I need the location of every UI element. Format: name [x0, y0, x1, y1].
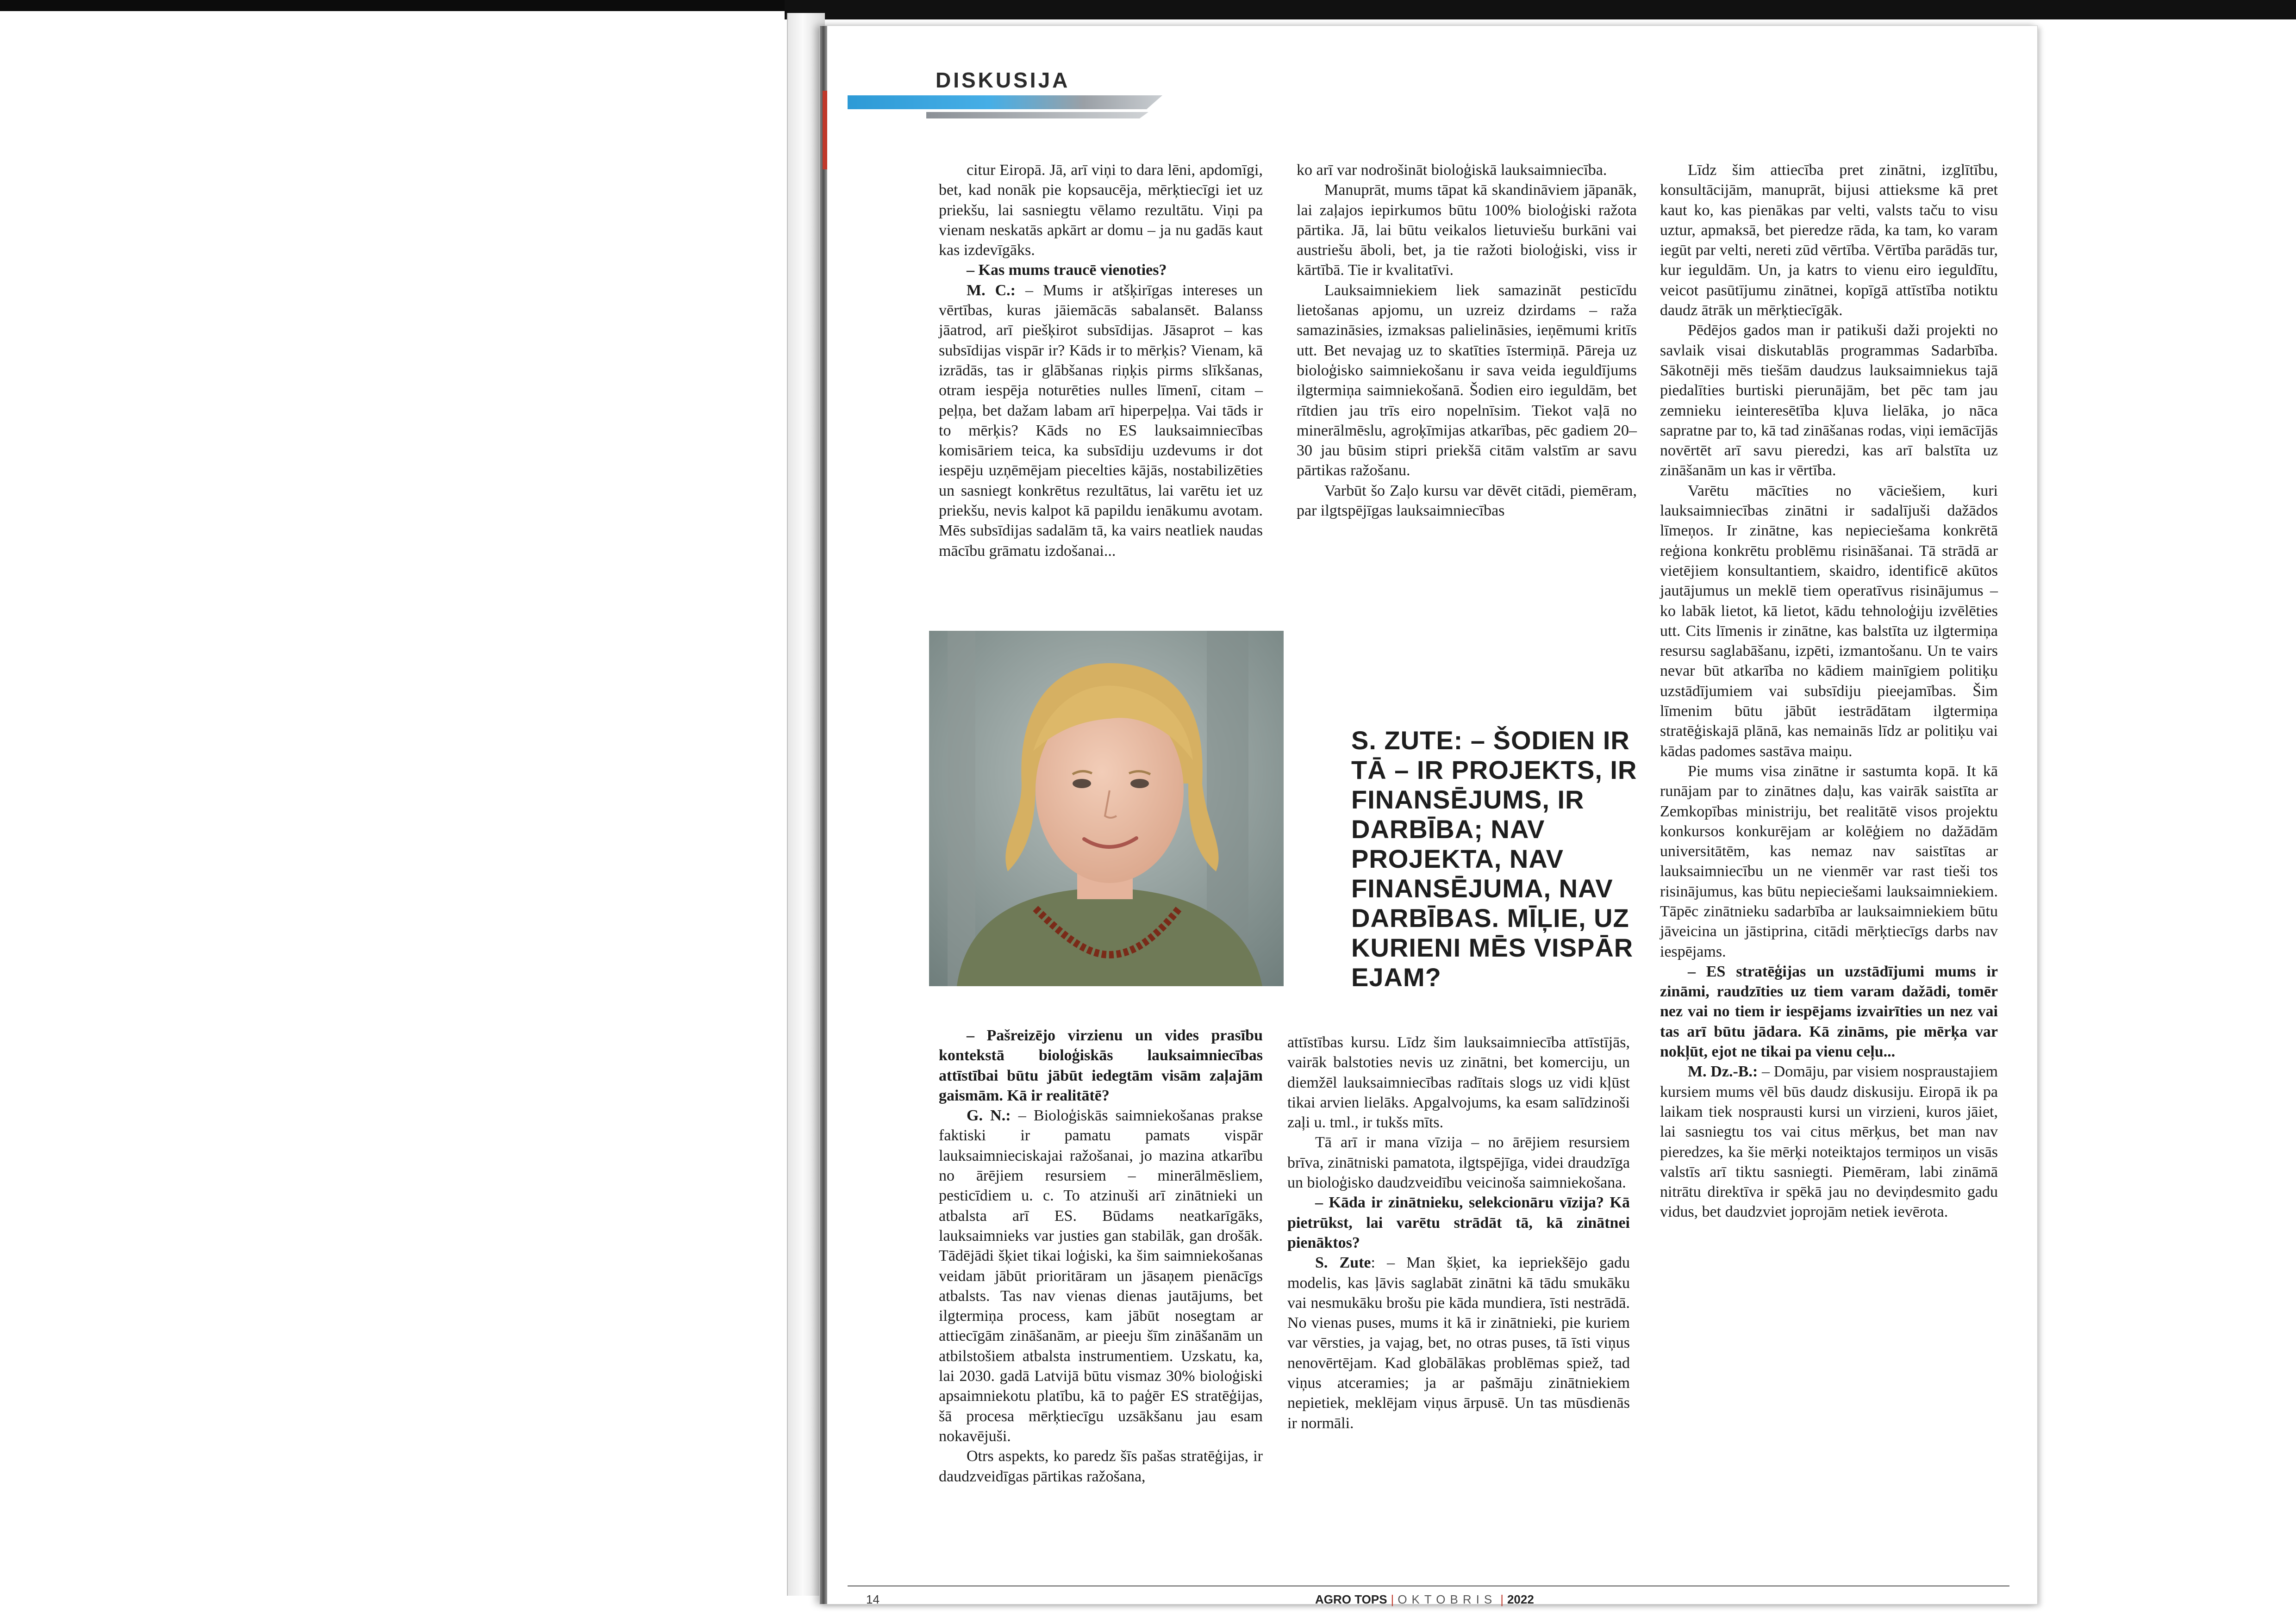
speaker-name: G. N.:: [967, 1107, 1011, 1125]
page-number: 14: [866, 1592, 880, 1606]
pull-quote: S. ZUTE: – ŠODIEN IR TĀ – IR PROJEKTS, IR FINANSĒJUMS, IR DARBĪBA; NAV PROJEKTA, NAV FINANSĒJUMA, NAV DARBĪBAS. MĪĻIE, UZ KURIENI MĒS VISPĀR EJAM?: [1351, 726, 1637, 992]
answer-text: – Domāju, par visiem nospraustajiem kursiem mums vēl būs daudz diskusiju. Eiropā ik pa laikam tiek nosprausti kursi un virzieni, kuros jāiet, lai sasniegtu tos vai citus mērķus, bet man nav pieredzes, ka šie mērķi noteiktajos termiņos un visās valstīs arī tiktu sasniegti. Piemēram, labi zināmā nitrātu direktīva ir spēkā jau no deviņdesmito gadu vidus, bet daudzviet joprojām netiek ievērota.: [1660, 1063, 1998, 1221]
question-paragraph: – Kāda ir zinātnieku, selekcionāru vīzija? Kā pietrūkst, lai varētu strādāt tā, kā zinātnei pienāktos?: [1287, 1194, 1630, 1251]
body-paragraph: Manuprāt, mums tāpat kā skandināviem jāpanāk, lai zaļajos iepirkumos būtu 100% bioloģiski ražota pārtika. Jā, lai būtu veikalos lietuviešu burkāni vai austriešu āboli, bet, ja tie ražoti bioloģiski, viss ir kārtībā. Tie ir kvalitatīvi.: [1297, 181, 1637, 279]
answer-paragraph: [1287, 1253, 1630, 1433]
body-paragraph: ko arī var nodrošināt bioloģiskā lauksaimniecība.: [1297, 162, 1607, 179]
body-paragraph: Pēdējos gados man ir patikuši daži projekti no savlaik visai diskutablās programmas Sadarbība. Sākotnēji mēs tiešām daudzus lauksaimniekus tajā piedalīties burtiski pierunājām, bet pēc tam jau zemnieku ieinteresētība kļuva lielāka, jo nāca sapratne par to, kā tad zināšanas rodas, viņi iemācījās novērtēt arī savu pieredzi, kas arī balstīta uz zināšanām un kas ir vērtība.: [1660, 322, 1998, 479]
column-1-top: [939, 160, 1263, 561]
footer-separator: |: [1391, 1592, 1394, 1606]
body-paragraph: Līdz šim attiecība pret zinātni, izglītību, konsultācijām, manuprāt, bijusi attieksme kā pret kaut ko, kas pienākas par velti, valsts taču to visu uztur, apmaksā, bet pieredze rāda, ka tam, ko varam iegūt par velti, nereti zūd vērtība. Vērtība parādās tur, kur ieguldām. Un, ja katrs to vienu eiro ieguldītu, veicot pasūtījumu zinātnei, kopīgā attīstība notiktu daudz ātrāk un mērķtiecīgāk.: [1660, 162, 1998, 319]
scan-top-edge-dark: [785, 0, 2296, 19]
column-2-bottom: [1287, 1032, 1630, 1433]
column-3: [1660, 160, 1998, 1222]
body-paragraph: Tā arī ir mana vīzija – no ārējiem resursiem brīva, zinātniski pamatota, ilgtspējīga, videi draudzīga un bioloģisko daudzveidību veicinoša saimniekošana.: [1287, 1134, 1630, 1192]
speaker-name: M. C.:: [967, 281, 1016, 299]
body-paragraph: Lauksaimniekiem liek samazināt pesticīdu lietošanas apjomu, un uzreiz dzirdams – raža samazināsies, izmaksas palielināsies, ieņēmumi kritīs utt. Bet nevajag uz to skatīties īstermiņā. Pāreja uz bioloģisko saimniekošanu ir sava veida ieguldījums ilgtermiņa saimniekošanā. Šodien eiro ieguldām, bet rītdien jau trīs eiro nopelnīsim. Tiekot vaļā no minerālmēslu, agroķīmijas atkarības, pēc gadiem 20–30 jau būsim stipri priekšā citām valstīm ar savu pārtikas ražošanu.: [1297, 281, 1637, 479]
answer-paragraph: [939, 1106, 1263, 1446]
answer-paragraph: [1660, 1062, 1998, 1222]
magazine-page: [819, 25, 2038, 1604]
section-title: DISKUSIJA: [936, 68, 1070, 92]
speaker-name: M. Dz.-B.:: [1688, 1063, 1758, 1081]
portrait-illustration: [929, 631, 1284, 986]
question-paragraph: – Kas mums traucē vienoties?: [967, 261, 1167, 279]
body-paragraph: citur Eiropā. Jā, arī viņi to dara lēni, apdomīgi, bet, kad nonāk pie kopsaucēja, mērķtiecīgi iet uz priekšu, lai sasniegtu vēlamo rezultātu. Viņi pa vienam neskatās apkārt ar domu – ja nu gadās kaut kas izdevīgāks.: [939, 162, 1263, 259]
page-binding-edge: [820, 26, 827, 1604]
footer-separator: |: [1500, 1592, 1504, 1606]
portrait-photo: [929, 631, 1284, 986]
binding-accent: [823, 91, 827, 169]
answer-paragraph: [939, 280, 1263, 561]
body-paragraph: Varbūt šo Zaļo kursu var dēvēt citādi, piemēram, par ilgtspējīgas lauksaimniecības: [1297, 482, 1637, 520]
footer-month: OKTOBRIS: [1398, 1592, 1497, 1606]
answer-text: – Mums ir atšķirīgas intereses un vērtības, kuras jāiemācās sabalansēt. Balanss jāatrod, arī piešķirot subsīdijas. Jāsaprot – kas subsīdijas vispār ir? Kāds ir to mērķis? Vienam, kā izrādās, tas ir glābšanas riņķis pirms slīkšanas, otram iespēja noturēties nulles līmenī, citam – peļņa, bet dažam labam arī hiperpeļņa. Vai tāds ir to mērķis? Kāds no ES lauksaimniecības komisāriem teica, ka subsīdiju uzdevums ir dot iespēju uzņēmējam piecelties kājās, nostabilizēties un sasniegt konkrētus rezultātus, lai varētu iet uz priekšu, nevis kalpot kā papildu ienākumu avotam. Mēs subsīdijas sadalām tā, ka vairs neatliek naudas mācību grāmatu izdošanai...: [939, 281, 1263, 560]
footer-magazine-name: AGRO TOPS: [1315, 1592, 1387, 1606]
answer-text: : – Man šķiet, ka iepriekšējo gadu modelis, kas ļāvis saglabāt zinātni kā tādu smukāku vai nesmukāku brošu pie kāda mundiera, īsti nestrādā. No vienas puses, mums it kā ir zinātnieki, pie kuriem var vērsties, ja vajag, bet, no otras puses, tā īsti viņus nenovērtējam. Kad globālākas problēmas spiež, tad viņus atceramies; ja ar pašmāju zinātniekiem nepietiek, meklējam viņus ārpusē. Un tas mūsdienās ir normāli.: [1287, 1254, 1630, 1432]
section-color-bar-secondary: [926, 112, 1148, 118]
question-paragraph: – ES stratēģijas un uzstādījumi mums ir zināmi, raudzīties uz tiem varam dažādi, tomēr nez vai no tiem ir iespējams izvairīties un nez vai tas arī būtu jādara. Kā zināms, pie mērķa var nokļūt, ejot ne tikai pa vienu ceļu...: [1660, 963, 1998, 1061]
section-color-bar: [848, 95, 1162, 109]
footer-year: 2022: [1507, 1592, 1534, 1606]
question-paragraph: – Pašreizējo virzienu un vides prasību kontekstā bioloģiskās lauksaimniecības attīstībai būtu jābūt iedegtām visām zaļajām gaismām. Kā ir realitātē?: [939, 1027, 1263, 1104]
footer-brand: [1315, 1592, 1534, 1607]
body-paragraph: Varētu mācīties no vāciešiem, kuri lauksaimniecības zinātni ir sadalījuši dažādos līmeņos. Ir zinātne, kas nepieciešama konkrētā reģiona konkrētu problēmu risināšanai. Tā strādā ar vietējiem konsultantiem, skaidro, identificē akūtos jautājumus un meklē tiem operatīvus risinājumus – ko labāk lietot, kā lietot, kādu tehnoloģiju izvēlēties utt. Cits līmenis ir zinātne, kas balstīta uz ilgtermiņa resursu saglabāšanu, izpēti, izmantošanu. Un te vairs nevar būt atkarība no kādiem mainīgiem politiķu uzstādījumiem vai subsīdiju pieejamības. Šim līmenim būtu jābūt iestrādātam ilgtermiņa stratēģiskajā plānā, kas nemainās līdz ar politiķu vai kādas padomes sastāva maiņu.: [1660, 482, 1998, 760]
body-paragraph: Pie mums visa zinātne ir sastumta kopā. It kā runājam par to zinātnes daļu, kas vairāk saistīta ar Zemkopības ministriju, bet realitātē visos projektu konkursos konkurējam ar kolēģiem no dažādām universitātēm, kas nemaz nav saistītas ar lauksaimniecību un ne vienmēr var rast tieši tos risinājumus, kas būtu nepieciešami lauksaimniekiem. Tāpēc zinātnieku sadarbība ar lauksaimniekiem būtu jāveicina un jāstiprina, citādi mērķtiecīgs darbs nav iespējams.: [1660, 762, 1998, 960]
answer-text: – Bioloģiskās saimniekošanas prakse faktiski ir pamatu pamats vispār lauksaimnieciskajai ražošanai, jo mazina atkarību no ārējiem resursiem – minerālmēsliem, pesticīdiem u. c. To atzinuši arī zinātnieki un atbalsta arī ES. Būdams neatkarīgāks, lauksaimnieks var justies gan stabilāk, gan drošāk. Tādējādi šķiet tikai loģiski, ka šim saimniekošanas veidam jābūt prioritāram un jāsaņem pienācīgs atbalsts. Tas nav vienas dienas jautājums, bet ilgtermiņa process, kam jābūt nosegtam ar attiecīgām zināšanām, ar pieeju šīm zināšanām un atbilstošiem atbalsta instrumentiem. Uzskatu, ka, lai 2030. gadā Latvijā būtu vismaz 30% bioloģiski apsaimniekotu platību, kā to paģēr ES stratēģijas, šā procesa mērķtiecīgu uzsākšanu jau esam nokavējuši.: [939, 1107, 1263, 1445]
body-paragraph: attīstības kursu. Līdz šim lauksaimniecība attīstījās, vairāk balstoties nevis uz zinātni, bet komerciju, un diemžēl lauksaimniecības radītais slogs uz vidi kļūst tikai arvien lielāks. Apgalvojums, ka esam salīdzinoši zaļi u. tml., ir tukšs mīts.: [1287, 1034, 1630, 1132]
column-2-top: [1297, 160, 1637, 521]
speaker-name: S. Zute: [1315, 1254, 1371, 1272]
column-1-bottom: [939, 1026, 1263, 1486]
body-paragraph: Otrs aspekts, ko paredz šīs pašas stratēģijas, ir daudzveidīgas pārtikas ražošana,: [939, 1448, 1263, 1485]
